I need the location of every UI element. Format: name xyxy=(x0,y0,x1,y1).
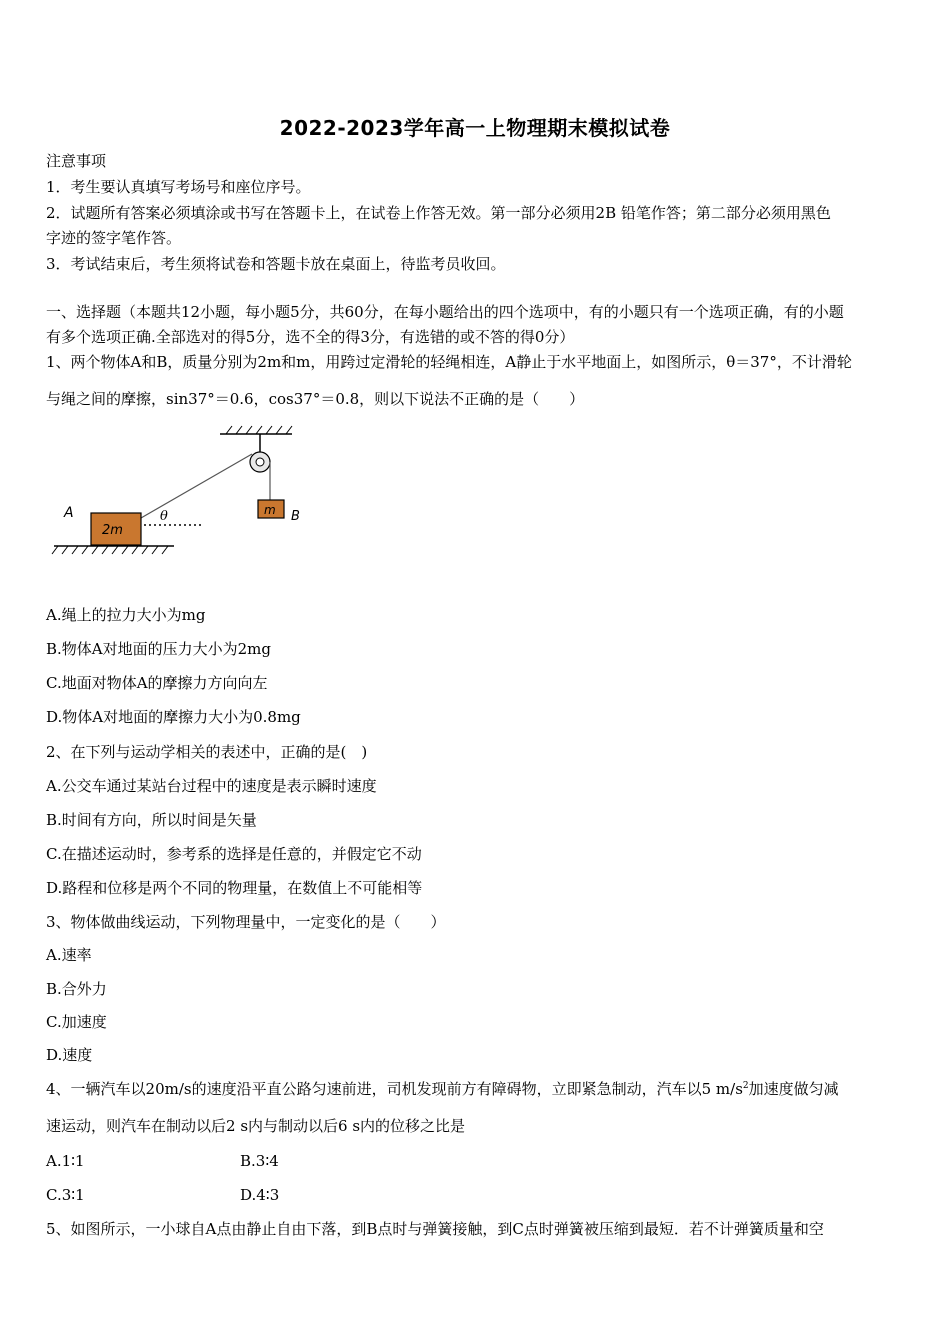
q2-stem: 2、在下列与运动学相关的表述中，正确的是( ) xyxy=(46,743,368,761)
section-heading-line2: 有多个选项正确.全部选对的得5分，选不全的得3分，有选错的或不答的得0分） xyxy=(46,328,575,346)
rope-to-a xyxy=(141,454,252,518)
q2-option-a: A.公交车通过某站台过程中的速度是表示瞬时速度 xyxy=(46,777,377,795)
q4-stem-sup: 2 xyxy=(742,1081,749,1091)
q4-stem-line2: 速运动，则汽车在制动以后2 s内与制动以后6 s内的位移之比是 xyxy=(46,1117,466,1135)
q5-stem: 5、如图所示，一小球自A点由静止自由下落，到B点时与弹簧接触，到C点时弹簧被压缩到最短．若不计弹簧质量和空 xyxy=(46,1220,824,1238)
pulley-axle xyxy=(256,458,264,466)
notice-item-3: 3．考试结束后，考生须将试卷和答题卡放在桌面上，待监考员收回。 xyxy=(46,255,506,273)
q4-stem-part2: 加速度做匀减 xyxy=(748,1080,839,1098)
q2-option-d: D.路程和位移是两个不同的物理量，在数值上不可能相等 xyxy=(46,879,423,897)
q3-stem: 3、物体做曲线运动，下列物理量中，一定变化的是（ ） xyxy=(46,913,446,931)
pulley-diagram xyxy=(46,420,316,570)
label-b: B xyxy=(291,509,300,524)
q4-option-a: A.1∶1 xyxy=(46,1152,85,1170)
q1-option-d: D.物体A对地面的摩擦力大小为0.8mg xyxy=(46,708,301,726)
notice-item-2-cont: 字迹的签字笔作答。 xyxy=(46,229,182,247)
q1-stem-line2: 与绳之间的摩擦，sin37°＝0.6，cos37°＝0.8，则以下说法不正确的是（ ） xyxy=(46,390,585,408)
q1-figure xyxy=(46,420,316,570)
theta-label: θ xyxy=(160,509,168,524)
q3-option-b: B.合外力 xyxy=(46,980,107,998)
block-a-mass-label: 2m xyxy=(102,523,123,538)
q4-option-d: D.4∶3 xyxy=(240,1186,280,1204)
q4-option-b: B.3∶4 xyxy=(240,1152,279,1170)
q3-option-c: C.加速度 xyxy=(46,1013,107,1031)
q1-option-a: A.绳上的拉力大小为mg xyxy=(46,606,206,624)
q4-stem-line1 xyxy=(46,1079,839,1099)
section-heading-line1: 一、选择题（本题共12小题，每小题5分，共60分，在每小题给出的四个选项中，有的小题只有一个选项正确，有的小题 xyxy=(46,303,844,321)
q2-option-c: C.在描述运动时，参考系的选择是任意的，并假定它不动 xyxy=(46,845,422,863)
q4-stem-part1: 4、一辆汽车以20m/s的速度沿平直公路匀速前进，司机发现前方有障碍物，立即紧急制动，汽车以5 m/s xyxy=(46,1080,743,1098)
q1-stem-line1: 1、两个物体A和B，质量分别为2m和m，用跨过定滑轮的轻绳相连，A静止于水平地面上，如图所示，θ＝37°，不计滑轮 xyxy=(46,353,852,371)
q2-option-b: B.时间有方向，所以时间是矢量 xyxy=(46,811,257,829)
notice-heading: 注意事项 xyxy=(46,152,107,170)
ceiling-hatch xyxy=(226,426,292,434)
page-title: 2022-2023学年高一上物理期末模拟试卷 xyxy=(279,116,671,140)
notice-item-1: 1．考生要认真填写考场号和座位序号。 xyxy=(46,178,311,196)
block-b-mass-label: m xyxy=(264,503,276,517)
q1-option-b: B.物体A对地面的压力大小为2mg xyxy=(46,640,271,658)
q4-option-c: C.3∶1 xyxy=(46,1186,85,1204)
label-a: A xyxy=(64,505,74,521)
q3-option-d: D.速度 xyxy=(46,1046,93,1064)
q1-option-c: C.地面对物体A的摩擦力方向向左 xyxy=(46,674,268,692)
q3-option-a: A.速率 xyxy=(46,946,92,964)
ground-hatch xyxy=(52,546,168,554)
notice-item-2: 2．试题所有答案必须填涂或书写在答题卡上，在试卷上作答无效。第一部分必须用2B 铅笔作答；第二部分必须用黑色 xyxy=(46,204,831,222)
